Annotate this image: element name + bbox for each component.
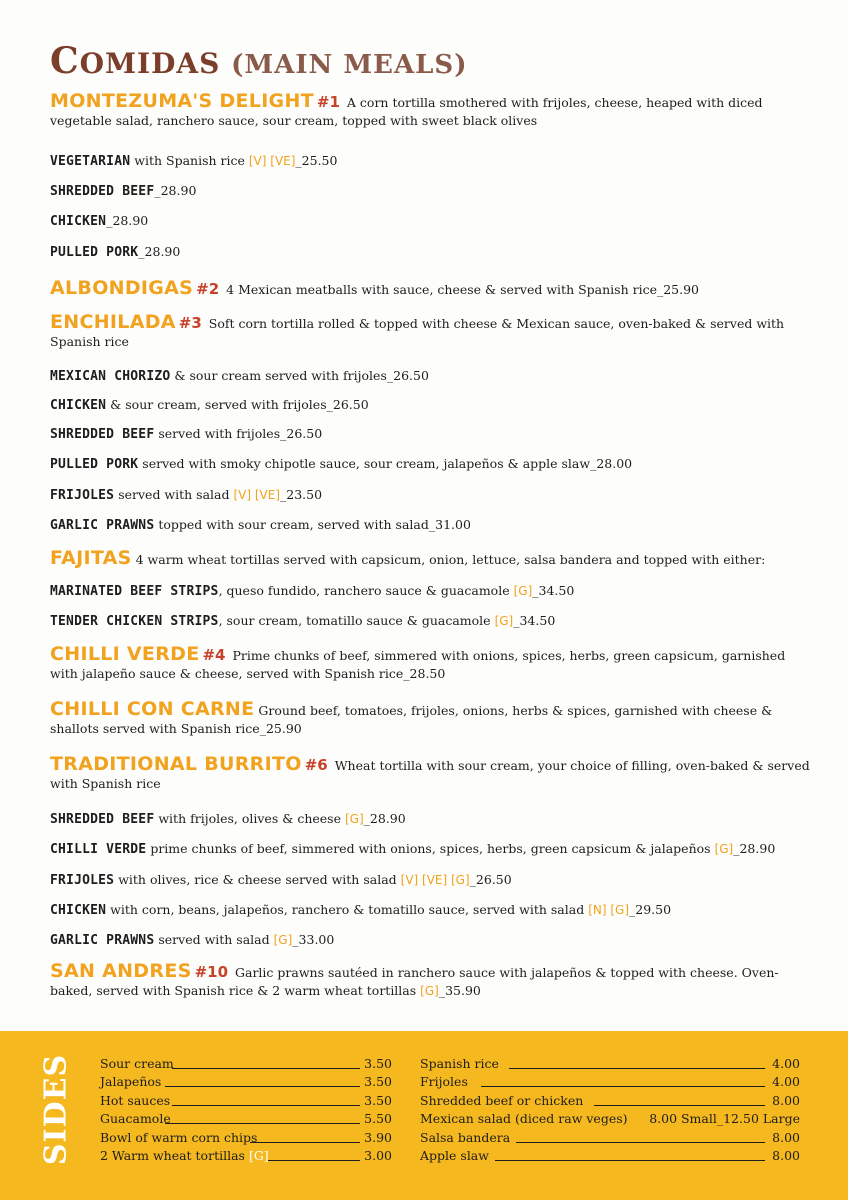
- variant-name: CHICKEN: [50, 903, 107, 918]
- dish-description: 4 warm wheat tortillas served with capsicum, onion, lettuce, salsa bandera and topped with either:: [135, 552, 766, 567]
- side-item: [420, 1073, 800, 1091]
- menu-heading: [50, 700, 810, 738]
- dish-number: #4: [202, 646, 226, 664]
- side-name: Spanish rice: [420, 1056, 499, 1071]
- variant-name: FRIJOLES: [50, 488, 115, 503]
- side-item: [420, 1110, 800, 1128]
- side-price: 3.90: [364, 1129, 392, 1145]
- variant-price: _28.00: [590, 456, 633, 471]
- variant-description: prime chunks of beef, simmered with onions, spices, herbs, green capsicum & jalapeños: [150, 841, 711, 856]
- side-item: [420, 1055, 800, 1073]
- side-item: [100, 1092, 392, 1110]
- variant-price: _29.50: [629, 902, 672, 917]
- variant-price: _28.90: [106, 213, 149, 228]
- variant-name: SHREDDED BEEF: [50, 184, 155, 199]
- diet-tag: [G]: [513, 584, 533, 598]
- side-name: Mexican salad (diced raw veges): [420, 1111, 628, 1127]
- menu-subitem: [50, 810, 810, 829]
- side-price: 8.00: [772, 1092, 800, 1108]
- dish-description: Soft corn tortilla rolled & topped with cheese & Mexican sauce, oven-baked & served with Spanish rice: [50, 316, 785, 349]
- leader-line: [509, 1068, 765, 1069]
- diet-tag: [V] [VE]: [248, 154, 296, 168]
- variant-price: _28.90: [733, 841, 776, 856]
- leader-line: [250, 1142, 360, 1143]
- menu-subitem: [50, 212, 810, 231]
- side-item: [420, 1147, 800, 1165]
- side-price: 8.00 Small_12.50 Large: [649, 1111, 800, 1127]
- variant-name: PULLED PORK: [50, 245, 139, 260]
- variant-name: GARLIC PRAWNS: [50, 518, 155, 533]
- variant-price: _26.50: [386, 368, 429, 383]
- side-price: 3.50: [364, 1092, 392, 1108]
- menu-subitem: [50, 152, 810, 171]
- sides-label: [34, 1044, 84, 1184]
- menu-subitem: [50, 455, 810, 474]
- variant-name: PULLED PORK: [50, 457, 139, 472]
- diet-tag: [V] [VE] [G]: [400, 873, 470, 887]
- side-price: 3.50: [364, 1074, 392, 1090]
- leader-line: [268, 1160, 360, 1161]
- variant-price: _23.50: [280, 487, 323, 502]
- side-price: 3.00: [364, 1148, 392, 1163]
- diet-tag: [G]: [344, 812, 364, 826]
- page-title: [50, 40, 468, 82]
- side-name: Hot sauces: [100, 1092, 171, 1108]
- side-price: 8.00: [772, 1148, 800, 1163]
- leader-line: [165, 1123, 360, 1124]
- diet-tag: [V] [VE]: [233, 488, 281, 502]
- variant-price: _34.50: [532, 583, 575, 598]
- menu-heading: [50, 549, 810, 569]
- side-name: Apple slaw: [420, 1148, 489, 1163]
- menu-heading: [50, 279, 810, 299]
- dish-description: Prime chunks of beef, simmered with onions, spices, herbs, green capsicum, garnished with jalapeño sauce & cheese, served with Spanish rice_28.50: [50, 648, 786, 681]
- diet-tag: [G]: [420, 984, 439, 998]
- title-main: OMIDAS: [79, 47, 221, 80]
- menu-subitem: [50, 871, 810, 890]
- menu-heading: [50, 645, 810, 683]
- variant-name: MARINATED BEEF STRIPS: [50, 584, 219, 599]
- side-name: Jalapeños: [100, 1074, 162, 1090]
- title-initial: C: [50, 40, 80, 82]
- dish-number: #2: [196, 280, 220, 298]
- dish-description: A corn tortilla smothered with frijoles, cheese, heaped with diced vegetable salad, ranchero sauce, sour cream, topped with sweet black olives: [50, 95, 763, 128]
- side-price: 5.50: [364, 1111, 392, 1127]
- dish-price: _35.90: [438, 983, 481, 998]
- side-price: 8.00: [772, 1129, 800, 1145]
- menu-subitem: [50, 182, 810, 201]
- diet-tag: [G]: [248, 1148, 269, 1163]
- variant-name: CHICKEN: [50, 398, 107, 413]
- leader-line: [165, 1086, 360, 1087]
- variant-description: with olives, rice & cheese served with salad: [118, 872, 397, 887]
- title-subtitle: (MAIN MEALS): [231, 50, 468, 80]
- dish-name: TRADITIONAL BURRITO: [50, 753, 302, 775]
- leader-line: [594, 1105, 765, 1106]
- menu-subitem: [50, 367, 810, 386]
- side-name: Frijoles: [420, 1074, 468, 1090]
- menu-subitem: [50, 840, 810, 859]
- leader-line: [481, 1086, 765, 1087]
- variant-description: & sour cream served with frijoles: [174, 368, 387, 383]
- variant-price: _25.50: [295, 153, 338, 168]
- dish-name: ENCHILADA: [50, 311, 176, 333]
- menu-heading: [50, 755, 810, 793]
- variant-description: served with smoky chipotle sauce, sour cream, jalapeños & apple slaw: [142, 456, 591, 471]
- diet-tag: [N] [G]: [588, 903, 630, 917]
- menu-subitem: [50, 425, 810, 444]
- side-name: Bowl of warm corn chips: [100, 1129, 258, 1145]
- side-price: 4.00: [772, 1074, 800, 1090]
- dish-description: Ground beef, tomatoes, frijoles, onions, herbs & spices, garnished with cheese & shallots served with Spanish rice_25.90: [50, 703, 773, 736]
- menu-subitem: [50, 396, 810, 415]
- variant-price: _33.00: [292, 932, 335, 947]
- variant-description: with Spanish rice: [134, 153, 245, 168]
- side-name: Shredded beef or chicken: [420, 1092, 584, 1108]
- side-name: 2 Warm wheat tortillas [G]: [100, 1148, 269, 1163]
- variant-price: _28.90: [363, 811, 406, 826]
- variant-name: CHILLI VERDE: [50, 842, 147, 857]
- side-item: [420, 1092, 800, 1110]
- variant-price: _28.90: [138, 244, 181, 259]
- variant-price: _26.50: [326, 397, 369, 412]
- variant-name: FRIJOLES: [50, 873, 115, 888]
- dish-name: CHILLI VERDE: [50, 643, 200, 665]
- dish-name: FAJITAS: [50, 547, 132, 569]
- variant-price: _26.50: [469, 872, 512, 887]
- menu-subitem: [50, 612, 810, 631]
- side-item: [100, 1147, 392, 1165]
- variant-price: _34.50: [513, 613, 556, 628]
- dish-name: SAN ANDRES: [50, 960, 192, 982]
- side-item: [100, 1129, 392, 1147]
- variant-name: GARLIC PRAWNS: [50, 933, 155, 948]
- menu-subitem: [50, 931, 810, 950]
- variant-description: , queso fundido, ranchero sauce & guacamole: [218, 583, 510, 598]
- variant-name: SHREDDED BEEF: [50, 812, 155, 827]
- dish-description: Garlic prawns sautéed in ranchero sauce with jalapeños & topped with cheese. Oven-baked, served with Spanish rice & 2 warm wheat tortillas: [50, 965, 779, 998]
- variant-description: served with salad: [118, 487, 230, 502]
- variant-price: _31.00: [428, 517, 471, 532]
- variant-description: served with salad: [158, 932, 270, 947]
- menu-subitem: [50, 516, 810, 535]
- menu-heading: [50, 962, 810, 1000]
- dish-name: ALBONDIGAS: [50, 277, 194, 299]
- dish-name: MONTEZUMA'S DELIGHT: [50, 90, 314, 112]
- variant-description: & sour cream, served with frijoles: [110, 397, 327, 412]
- side-name: Sour cream: [100, 1056, 174, 1071]
- menu-subitem: [50, 486, 810, 505]
- menu-heading: [50, 92, 810, 130]
- side-item: [100, 1110, 392, 1128]
- variant-name: TENDER CHICKEN STRIPS: [50, 614, 219, 629]
- variant-description: with frijoles, olives & cheese: [158, 811, 341, 826]
- side-price: 3.50: [364, 1056, 392, 1071]
- dish-description: 4 Mexican meatballs with sauce, cheese & served with Spanish rice_25.90: [226, 282, 699, 297]
- diet-tag: [G]: [494, 614, 514, 628]
- dish-number: #10: [194, 963, 229, 981]
- variant-price: _28.90: [154, 183, 197, 198]
- side-name: Salsa bandera: [420, 1129, 511, 1145]
- side-item: [100, 1055, 392, 1073]
- side-item: [100, 1073, 392, 1091]
- side-name: Guacamole: [100, 1111, 171, 1127]
- leader-line: [495, 1160, 765, 1161]
- side-item: [420, 1129, 800, 1147]
- variant-name: CHICKEN: [50, 214, 107, 229]
- menu-subitem: [50, 582, 810, 601]
- menu-subitem: [50, 901, 810, 920]
- menu-subitem: [50, 243, 810, 262]
- variant-price: _26.50: [280, 426, 323, 441]
- dish-number: #6: [304, 756, 328, 774]
- leader-line: [516, 1142, 765, 1143]
- side-price: 4.00: [772, 1056, 800, 1071]
- dish-description: Wheat tortilla with sour cream, your choice of filling, oven-baked & served with Spanish rice: [50, 758, 810, 791]
- dish-number: #1: [316, 93, 340, 111]
- diet-tag: [G]: [273, 933, 293, 947]
- variant-name: VEGETARIAN: [50, 154, 131, 169]
- variant-name: SHREDDED BEEF: [50, 427, 155, 442]
- sides-label-text: SIDES: [38, 1053, 74, 1166]
- leader-line: [172, 1105, 360, 1106]
- menu-heading: [50, 313, 810, 351]
- dish-name: CHILLI CON CARNE: [50, 698, 255, 720]
- variant-name: MEXICAN CHORIZO: [50, 369, 171, 384]
- variant-description: topped with sour cream, served with salad: [158, 517, 429, 532]
- variant-description: with corn, beans, jalapeños, ranchero & tomatillo sauce, served with salad: [110, 902, 585, 917]
- dish-number: #3: [178, 314, 202, 332]
- variant-description: served with frijoles: [158, 426, 281, 441]
- variant-description: , sour cream, tomatillo sauce & guacamole: [218, 613, 491, 628]
- diet-tag: [G]: [714, 842, 734, 856]
- leader-line: [172, 1068, 360, 1069]
